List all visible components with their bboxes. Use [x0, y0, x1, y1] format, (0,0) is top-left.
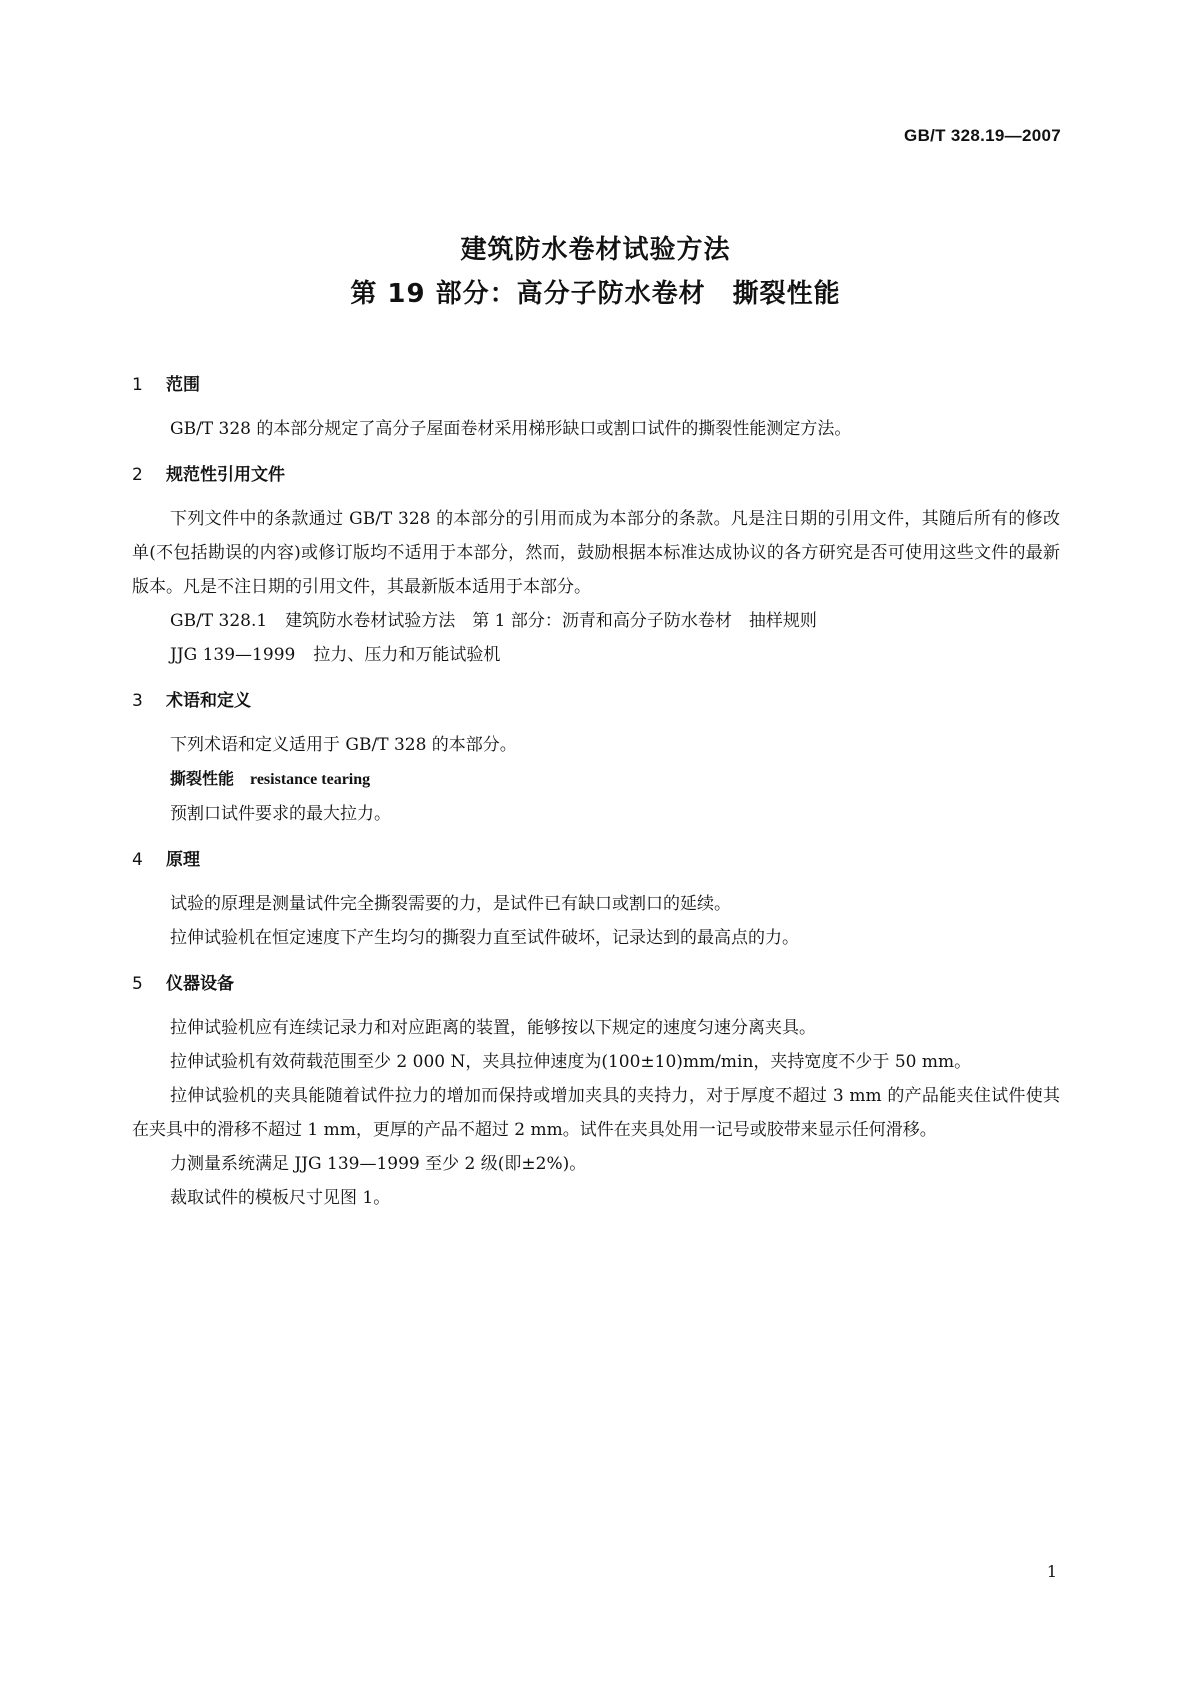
section-title: 范围 [166, 375, 200, 395]
document-title [0, 228, 1191, 316]
paragraph: 试验的原理是测量试件完全撕裂需要的力，是试件已有缺口或割口的延续。 [170, 894, 731, 914]
section-title: 原理 [166, 850, 200, 870]
section-3-heading [132, 688, 1060, 714]
document-body [132, 372, 1060, 1215]
paragraph: 裁取试件的模板尺寸见图 1。 [170, 1188, 391, 1208]
term-chinese: 撕裂性能 [170, 769, 235, 788]
term-entry [132, 762, 1060, 797]
page-number: 1 [1046, 1562, 1057, 1581]
paragraph: 拉伸试验机在恒定速度下产生均匀的撕裂力直至试件破坏，记录达到的最高点的力。 [170, 928, 799, 948]
section-4-heading [132, 847, 1060, 873]
section-title: 仪器设备 [166, 974, 234, 994]
title-line-1: 建筑防水卷材试验方法 [460, 235, 731, 265]
normative-reference [132, 638, 1060, 672]
section-1-heading [132, 372, 1060, 398]
paragraph: 拉伸试验机应有连续记录力和对应距离的装置，能够按以下规定的速度匀速分离夹具。 [170, 1018, 816, 1038]
section-number: 4 [132, 850, 143, 870]
paragraph: 下列术语和定义适用于 GB/T 328 的本部分。 [170, 735, 517, 755]
term-english: resistance tearing [250, 771, 371, 788]
paragraph: 下列文件中的条款通过 GB/T 328 的本部分的引用而成为本部分的条款。凡是注日期的引用文件，其随后所有的修改单(不包括勘误的内容)或修订版均不适用于本部分，然而，鼓励根据本标准达成协议的各方研究是否可使用这些文件的最新版本。凡是不注日期的引用文件，其最新版本适用于本部分。 [132, 509, 1060, 597]
paragraph: 力测量系统满足 JJG 139—1999 至少 2 级(即±2%)。 [170, 1154, 587, 1174]
section-number: 1 [132, 375, 143, 395]
paragraph: 拉伸试验机的夹具能随着试件拉力的增加而保持或增加夹具的夹持力，对于厚度不超过 3 mm 的产品能夹住试件使其在夹具中的滑移不超过 1 mm，更厚的产品不超过 2 mm。试件在夹具处用一记号或胶带来显示任何滑移。 [132, 1086, 1060, 1140]
term-definition: 预割口试件要求的最大拉力。 [170, 804, 391, 824]
paragraph: 拉伸试验机有效荷载范围至少 2 000 N，夹具拉伸速度为(100±10)mm/min，夹持宽度不少于 50 mm。 [170, 1052, 972, 1072]
section-5-heading [132, 971, 1060, 997]
reference-name: 拉力、压力和万能试验机 [313, 645, 501, 665]
normative-reference [132, 604, 1060, 638]
title-line-2: 第 19 部分：高分子防水卷材 撕裂性能 [350, 279, 841, 309]
paragraph: GB/T 328 的本部分规定了高分子屋面卷材采用梯形缺口或割口试件的撕裂性能测定方法。 [170, 419, 852, 439]
section-title: 术语和定义 [166, 691, 251, 711]
standard-code: GB/T 328.19—2007 [904, 126, 1061, 145]
section-title: 规范性引用文件 [166, 465, 285, 485]
reference-code: JJG 139—1999 [170, 645, 296, 665]
section-number: 2 [132, 465, 143, 485]
section-number: 3 [132, 691, 143, 711]
section-number: 5 [132, 974, 143, 994]
reference-code: GB/T 328.1 [170, 611, 268, 631]
reference-name: 建筑防水卷材试验方法 第 1 部分：沥青和高分子防水卷材 抽样规则 [285, 611, 817, 631]
section-2-heading [132, 462, 1060, 488]
